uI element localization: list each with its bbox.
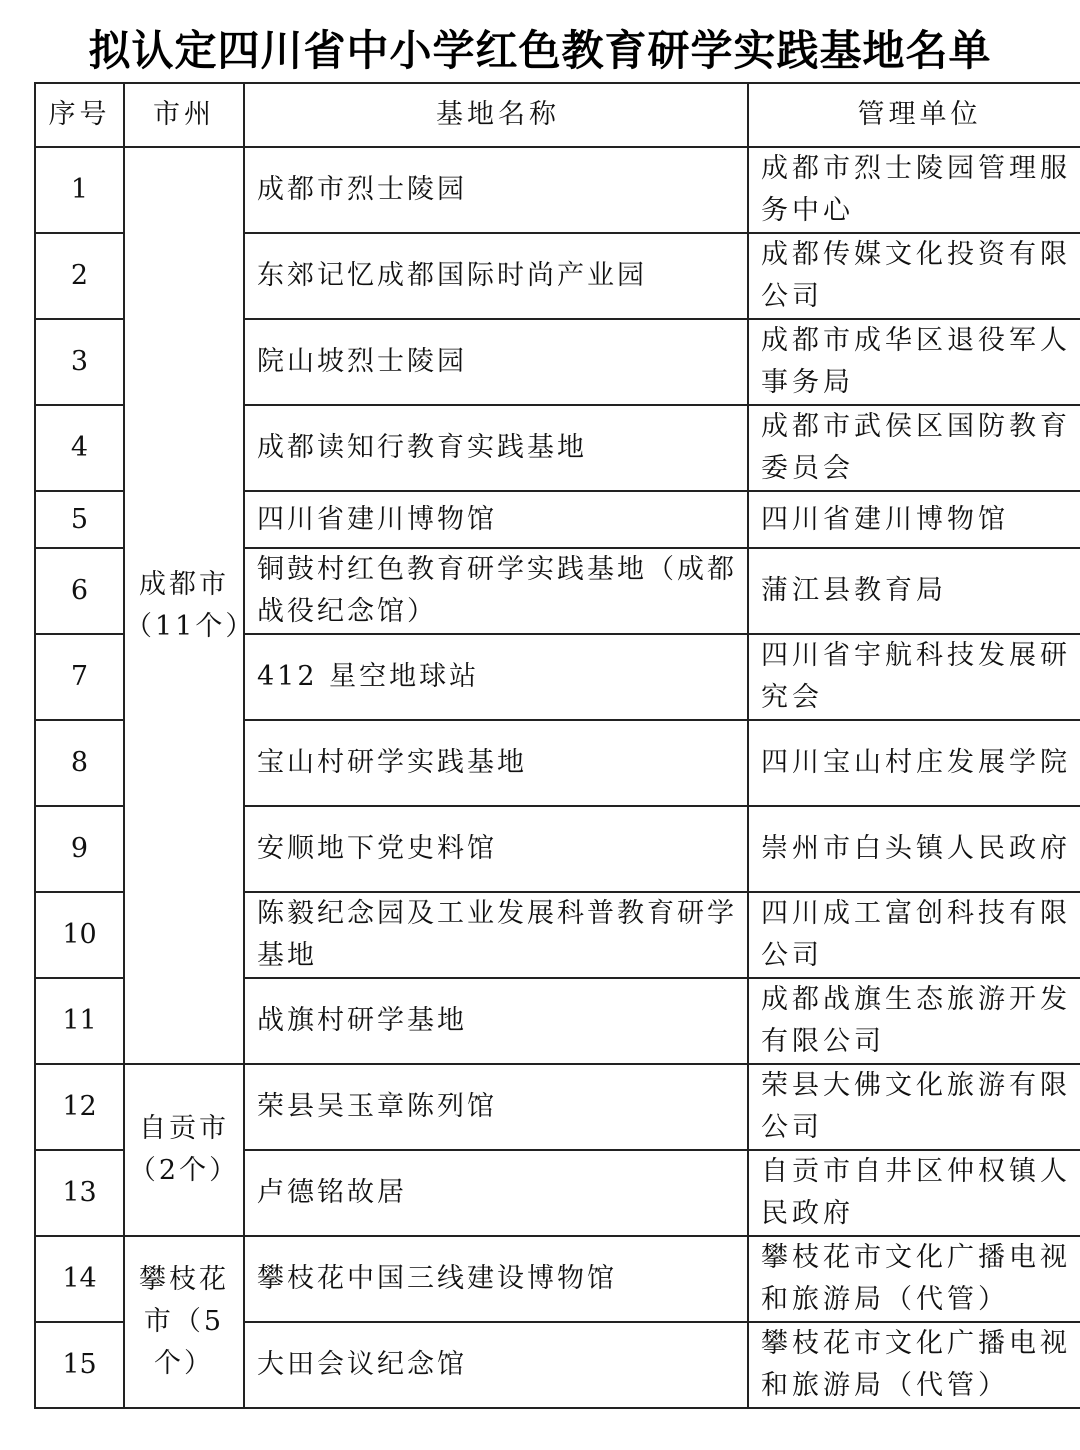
base-name: 东郊记忆成都国际时尚产业园: [244, 233, 748, 319]
base-name: 安顺地下党史料馆: [244, 806, 748, 892]
managing-unit: 成都战旗生态旅游开发有限公司: [748, 978, 1080, 1064]
header-no: 序号: [35, 83, 124, 147]
managing-unit: 四川省建川博物馆: [748, 491, 1080, 548]
managing-unit: 蒲江县教育局: [748, 548, 1080, 634]
base-name: 成都市烈士陵园: [244, 147, 748, 233]
row-no: 10: [35, 892, 124, 978]
header-name: 基地名称: [244, 83, 748, 147]
row-no: 8: [35, 720, 124, 806]
managing-unit: 攀枝花市文化广播电视和旅游局（代管）: [748, 1236, 1080, 1322]
row-no: 7: [35, 634, 124, 720]
document-title: 拟认定四川省中小学红色教育研学实践基地名单: [88, 26, 992, 75]
row-no: 5: [35, 491, 124, 548]
base-name: 412 星空地球站: [244, 634, 748, 720]
base-name: 四川省建川博物馆: [244, 491, 748, 548]
city-cell-panzhihua: 攀枝花市（5个）: [124, 1236, 244, 1408]
managing-unit: 四川省宇航科技发展研究会: [748, 634, 1080, 720]
table-row: [35, 147, 1080, 233]
row-no: 11: [35, 978, 124, 1064]
managing-unit: 成都市武侯区国防教育委员会: [748, 405, 1080, 491]
table-header-row: [35, 83, 1080, 147]
row-no: 4: [35, 405, 124, 491]
base-name: 大田会议纪念馆: [244, 1322, 748, 1408]
header-city: 市州: [124, 83, 244, 147]
base-name: 院山坡烈士陵园: [244, 319, 748, 405]
base-name: 宝山村研学实践基地: [244, 720, 748, 806]
header-unit: 管理单位: [748, 83, 1080, 147]
table-row: [35, 1064, 1080, 1150]
managing-unit: 成都市烈士陵园管理服务中心: [748, 147, 1080, 233]
row-no: 6: [35, 548, 124, 634]
row-no: 2: [35, 233, 124, 319]
managing-unit: 崇州市白头镇人民政府: [748, 806, 1080, 892]
base-name: 铜鼓村红色教育研学实践基地（成都战役纪念馆）: [244, 548, 748, 634]
managing-unit: 荣县大佛文化旅游有限公司: [748, 1064, 1080, 1150]
base-list-table: [34, 82, 1080, 1409]
base-name: 成都读知行教育实践基地: [244, 405, 748, 491]
managing-unit: 四川宝山村庄发展学院: [748, 720, 1080, 806]
managing-unit: 攀枝花市文化广播电视和旅游局（代管）: [748, 1322, 1080, 1408]
row-no: 13: [35, 1150, 124, 1236]
row-no: 12: [35, 1064, 124, 1150]
managing-unit: 自贡市自井区仲权镇人民政府: [748, 1150, 1080, 1236]
row-no: 1: [35, 147, 124, 233]
row-no: 15: [35, 1322, 124, 1408]
base-name: 战旗村研学基地: [244, 978, 748, 1064]
row-no: 14: [35, 1236, 124, 1322]
city-cell-chengdu: 成都市（11个）: [124, 147, 244, 1064]
city-cell-zigong: 自贡市（2个）: [124, 1064, 244, 1236]
row-no: 3: [35, 319, 124, 405]
managing-unit: 成都市成华区退役军人事务局: [748, 319, 1080, 405]
managing-unit: 四川成工富创科技有限公司: [748, 892, 1080, 978]
managing-unit: 成都传媒文化投资有限公司: [748, 233, 1080, 319]
base-name: 攀枝花中国三线建设博物馆: [244, 1236, 748, 1322]
base-name: 荣县吴玉章陈列馆: [244, 1064, 748, 1150]
table-row: [35, 1236, 1080, 1322]
base-name: 陈毅纪念园及工业发展科普教育研学基地: [244, 892, 748, 978]
row-no: 9: [35, 806, 124, 892]
base-name: 卢德铭故居: [244, 1150, 748, 1236]
